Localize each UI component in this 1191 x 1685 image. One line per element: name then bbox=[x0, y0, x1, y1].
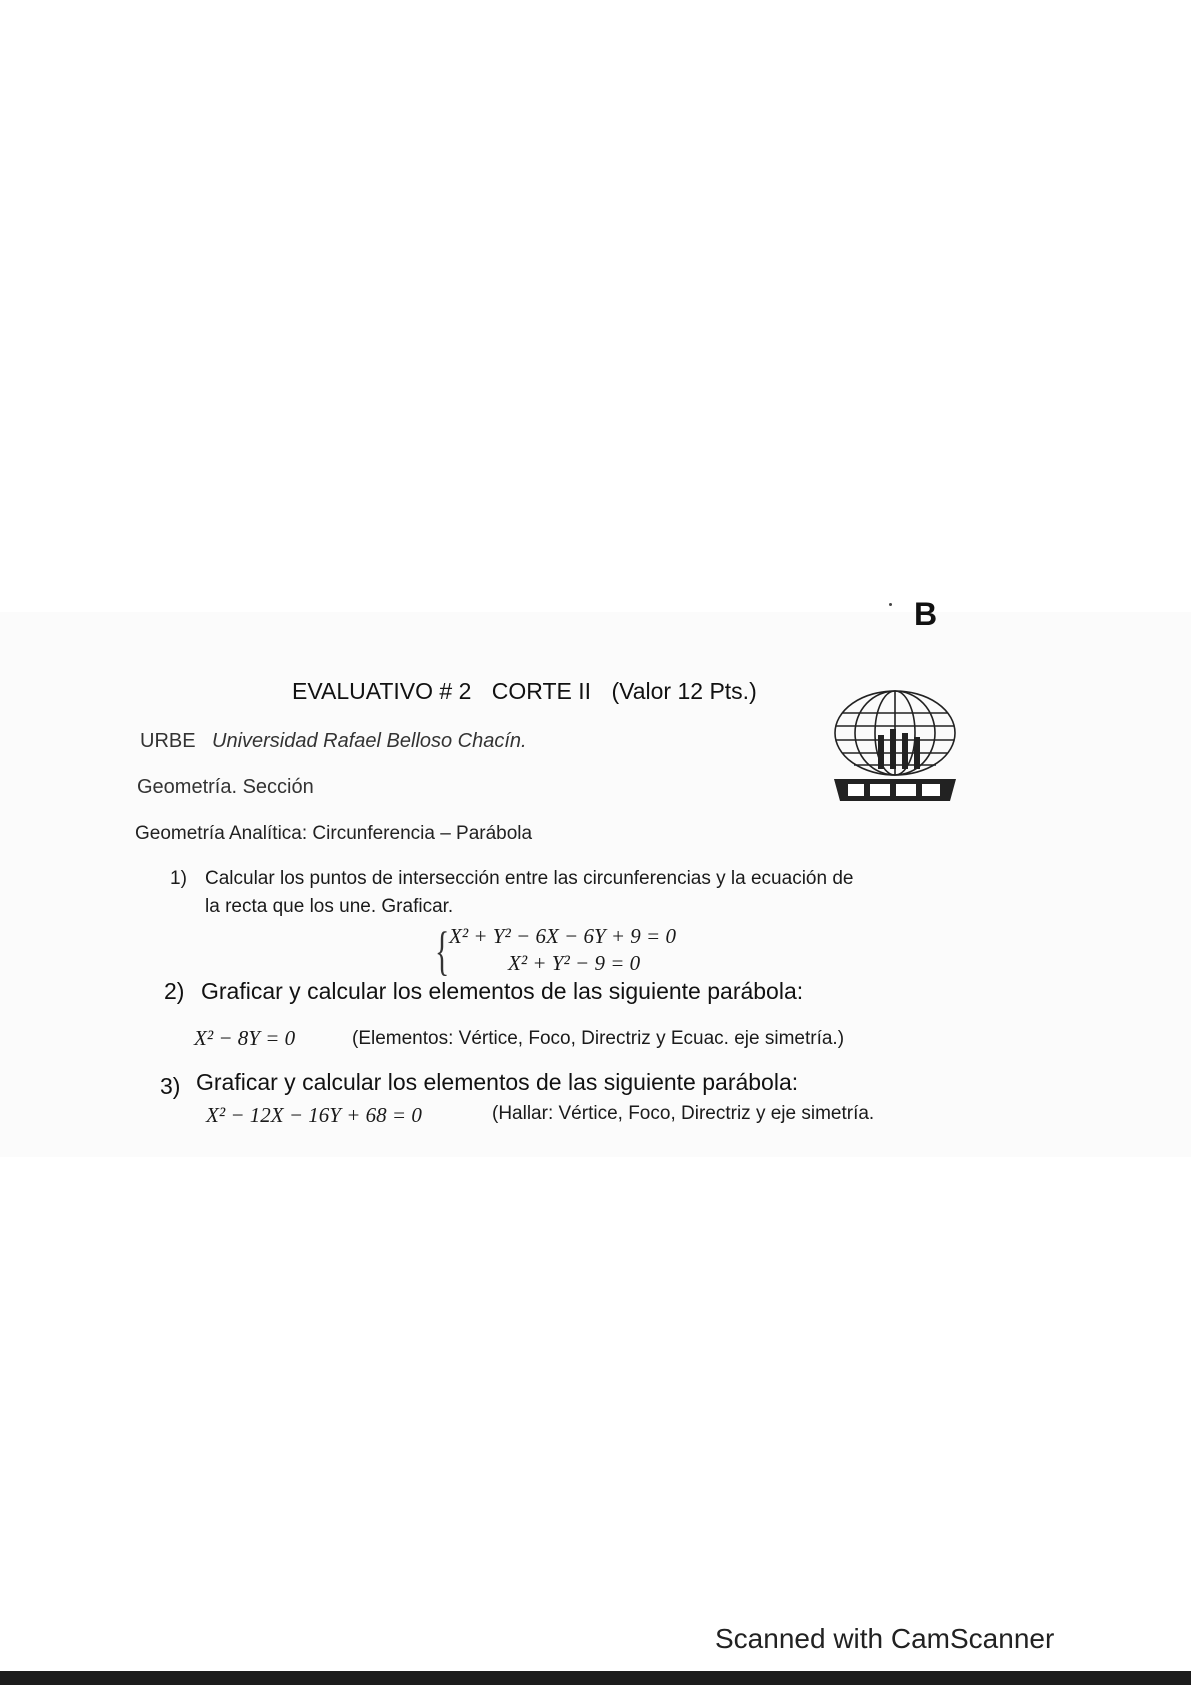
question-1-number: 1) bbox=[170, 868, 187, 889]
question-3-number: 3) bbox=[160, 1073, 181, 1099]
equation-system-brace: { bbox=[435, 921, 450, 981]
subject-line: Geometría. Sección bbox=[137, 776, 314, 798]
question-1-equation-1: X² + Y² − 6X − 6Y + 9 = 0 bbox=[449, 924, 676, 948]
question-2-equation: X² − 8Y = 0 bbox=[194, 1026, 296, 1050]
exam-title-number: EVALUATIVO # 2 bbox=[292, 678, 472, 704]
question-3-text: Graficar y calcular los elementos de las siguiente parábola: bbox=[196, 1069, 799, 1095]
scan-speck bbox=[889, 603, 892, 606]
scan-bottom-edge bbox=[0, 1671, 1191, 1685]
camscanner-watermark: Scanned with CamScanner bbox=[715, 1623, 1055, 1654]
question-1-equation-2: X² + Y² − 9 = 0 bbox=[508, 951, 641, 975]
question-1-text-line1: Calcular los puntos de intersección entre las circunferencias y la ecuación de bbox=[205, 868, 854, 889]
topic-line: Geometría Analítica: Circunferencia – Parábola bbox=[135, 823, 533, 844]
question-2-text: Graficar y calcular los elementos de las siguiente parábola: bbox=[201, 978, 804, 1004]
institution-name-text: Universidad Rafael Belloso Chacín. bbox=[212, 730, 527, 752]
question-2-note: (Elementos: Vértice, Foco, Directriz y Ecuac. eje simetría.) bbox=[352, 1028, 845, 1049]
exam-title bbox=[292, 678, 757, 705]
question-3-equation: X² − 12X − 16Y + 68 = 0 bbox=[206, 1103, 422, 1127]
exam-title-cut: CORTE II bbox=[491, 678, 592, 704]
question-1-text-line2: la recta que los une. Graficar. bbox=[205, 896, 454, 917]
exam-variant-letter: B bbox=[914, 596, 938, 632]
institution-name bbox=[212, 730, 527, 753]
question-2-number: 2) bbox=[164, 978, 185, 1004]
institution-abbr: URBE bbox=[140, 730, 196, 752]
urbe-globe-logo bbox=[830, 685, 960, 803]
exam-title-value: (Valor 12 Pts.) bbox=[611, 678, 757, 704]
question-3-note: (Hallar: Vértice, Foco, Directriz y eje simetría. bbox=[492, 1103, 875, 1124]
